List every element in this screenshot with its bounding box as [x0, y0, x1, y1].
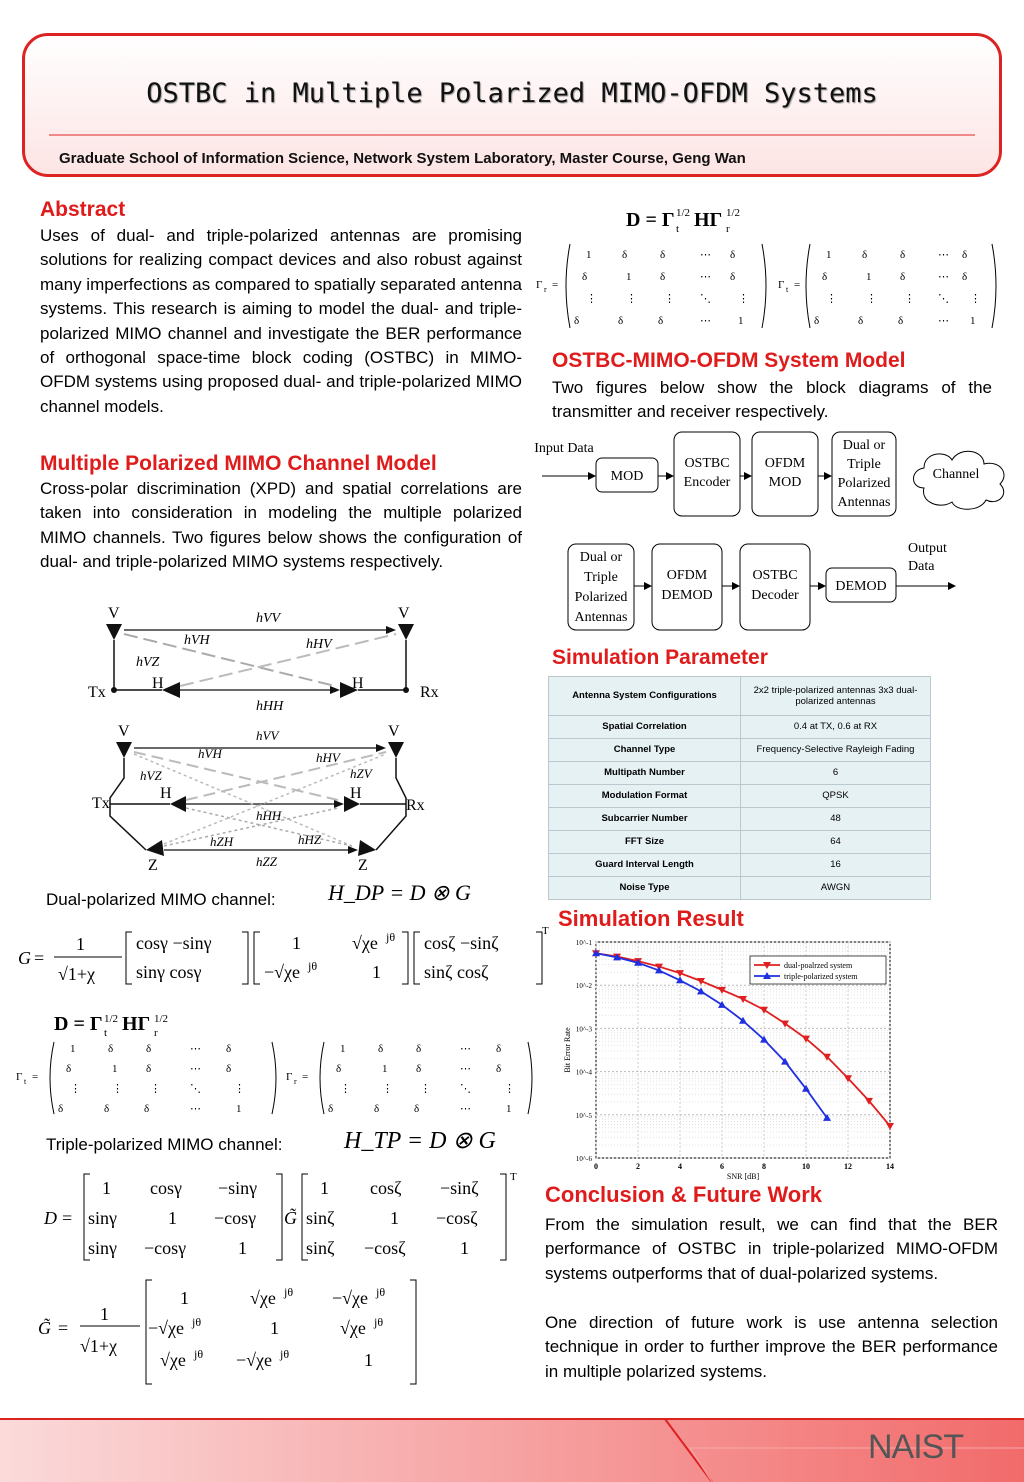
- triple-channel-label: Triple-polarized MIMO channel:: [46, 1135, 283, 1154]
- svg-text:−cosγ: −cosγ: [214, 1208, 257, 1228]
- hHH-label: hHH: [256, 699, 284, 714]
- svg-text:δ: δ: [730, 249, 736, 261]
- svg-text:⋮: ⋮: [420, 1083, 431, 1095]
- svg-text:⋯: ⋯: [700, 249, 711, 261]
- svg-text:cosγ: cosγ: [150, 1178, 182, 1198]
- svg-text:δ: δ: [618, 315, 624, 327]
- svg-text:−cosζ: −cosζ: [436, 1208, 478, 1228]
- svg-text:cosγ −sinγ: cosγ −sinγ: [136, 933, 212, 953]
- g-tilde-matrix-equation: [34, 1276, 434, 1388]
- svg-text:−√χe: −√χe: [148, 1318, 185, 1338]
- svg-text:−sinζ: −sinζ: [440, 1178, 479, 1198]
- svg-text:sinζ: sinζ: [306, 1208, 335, 1228]
- y-tick-label: 10^-5: [575, 1111, 592, 1120]
- svg-text:√χe: √χe: [352, 933, 378, 953]
- svg-text:1: 1: [292, 933, 301, 953]
- svg-text:jθ: jθ: [376, 1285, 386, 1299]
- svg-text:1: 1: [586, 249, 592, 261]
- svg-text:H: H: [350, 785, 362, 802]
- dual-channel-equation: H_DP = D ⊗ G: [328, 880, 471, 905]
- svg-text:t: t: [24, 1077, 27, 1086]
- svg-text:1/2: 1/2: [104, 1013, 119, 1025]
- svg-text:⋮: ⋮: [586, 293, 597, 305]
- svg-text:δ: δ: [730, 271, 736, 283]
- svg-text:HΓ: HΓ: [694, 209, 723, 231]
- poster-subtitle: Graduate School of Information Science, Network System Laboratory, Master Course, Geng Wan: [59, 150, 746, 167]
- svg-text:δ: δ: [226, 1043, 232, 1055]
- y-tick-label: 10^-2: [575, 982, 592, 991]
- svg-text:G: G: [18, 948, 31, 968]
- svg-text:r: r: [726, 223, 730, 235]
- svg-text:⋯: ⋯: [938, 315, 949, 327]
- svg-text:1: 1: [70, 1043, 76, 1055]
- y-tick-label: 10^-1: [575, 939, 592, 947]
- hVZ-label: hVZ: [136, 655, 160, 670]
- svg-text:⋮: ⋮: [112, 1083, 123, 1095]
- svg-text:1: 1: [826, 249, 832, 261]
- svg-text:1: 1: [364, 1350, 373, 1370]
- svg-text:sinζ: sinζ: [306, 1238, 335, 1258]
- svg-text:⋯: ⋯: [700, 271, 711, 283]
- svg-text:⋮: ⋮: [70, 1083, 81, 1095]
- svg-text:1: 1: [390, 1208, 399, 1228]
- x-tick-label: 0: [594, 1162, 598, 1171]
- svg-text:δ: δ: [900, 249, 906, 261]
- svg-text:hZV: hZV: [350, 766, 372, 781]
- svg-text:G̃: G̃: [284, 1208, 297, 1228]
- abstract-text: Uses of dual- and triple-polarized antennas are promising solutions for realizing compact devices and also robust against many imperfections as compared to spatially separated antenna systems. This research is aiming to model the dual- and triple-polarized MIMO channel and investigate the BER performance of orthogonal space-time block coding (OSTBC) in MIMO-OFDM systems using proposed dual- and triple-polarized MIMO channel models.: [40, 226, 522, 416]
- svg-text:δ: δ: [336, 1063, 342, 1075]
- svg-text:r: r: [154, 1027, 158, 1039]
- header-divider: [49, 134, 975, 136]
- svg-text:−√χe: −√χe: [264, 962, 301, 982]
- svg-text:δ: δ: [660, 249, 666, 261]
- table-row: Guard Interval Length 16: [549, 853, 931, 876]
- svg-text:δ: δ: [496, 1063, 502, 1075]
- svg-text:δ: δ: [146, 1043, 152, 1055]
- svg-text:⋮: ⋮: [504, 1083, 515, 1095]
- x-tick-label: 4: [678, 1162, 682, 1171]
- svg-text:hZH: hZH: [210, 834, 234, 849]
- table-row: Channel Type Frequency-Selective Rayleigh Fading: [549, 738, 931, 761]
- y-tick-label: 10^-3: [575, 1025, 592, 1034]
- svg-text:sinζ cosζ: sinζ cosζ: [424, 962, 489, 982]
- channel-label: Channel: [932, 467, 980, 482]
- triple-polarized-diagram: [80, 718, 460, 878]
- svg-text:G̃: G̃: [38, 1318, 51, 1338]
- x-axis-label: SNR [dB]: [726, 1172, 760, 1181]
- svg-text:δ: δ: [226, 1063, 232, 1075]
- svg-text:sinγ: sinγ: [88, 1238, 117, 1258]
- table-row: Modulation Format QPSK: [549, 784, 931, 807]
- svg-text:=: =: [62, 1208, 73, 1228]
- svg-text:⋱: ⋱: [938, 293, 949, 305]
- svg-text:⋯: ⋯: [938, 249, 949, 261]
- svg-text:Γ: Γ: [778, 279, 785, 291]
- svg-text:=: =: [58, 1318, 69, 1338]
- svg-text:⋯: ⋯: [460, 1043, 471, 1055]
- svg-text:jθ: jθ: [386, 930, 396, 944]
- svg-text:hVH: hVH: [198, 746, 222, 761]
- svg-text:δ: δ: [416, 1063, 422, 1075]
- svg-text:cosζ −sinζ: cosζ −sinζ: [424, 933, 499, 953]
- svg-text:⋮: ⋮: [664, 293, 675, 305]
- svg-text:⋱: ⋱: [460, 1083, 471, 1095]
- d-gamma-equation-right: [534, 200, 1004, 334]
- svg-text:⋯: ⋯: [190, 1043, 201, 1055]
- poster-header: [22, 33, 1002, 177]
- x-tick-label: 12: [844, 1162, 852, 1171]
- svg-text:hHZ: hHZ: [298, 832, 322, 847]
- svg-text:δ: δ: [374, 1103, 380, 1115]
- svg-text:δ: δ: [378, 1043, 384, 1055]
- svg-text:1: 1: [506, 1103, 512, 1115]
- svg-text:=: =: [34, 948, 45, 968]
- svg-text:1: 1: [626, 271, 632, 283]
- svg-text:⋮: ⋮: [826, 293, 837, 305]
- svg-text:√χe: √χe: [250, 1288, 276, 1308]
- x-tick-label: 14: [886, 1162, 894, 1171]
- svg-text:⋮: ⋮: [866, 293, 877, 305]
- svg-text:=: =: [794, 279, 801, 291]
- channel-model-text: Cross-polar discrimination (XPD) and spatial correlations are taken into consideration in modeling the multiple polarized MIMO channels. Two figures below shows the configuration of dual- and triple-polarized MIMO systems respectively.: [40, 479, 522, 572]
- svg-text:=: =: [32, 1071, 39, 1083]
- svg-text:jθ: jθ: [308, 959, 318, 973]
- svg-text:⋯: ⋯: [190, 1063, 201, 1075]
- svg-text:δ: δ: [660, 271, 666, 283]
- svg-text:δ: δ: [582, 271, 588, 283]
- svg-text:1/2: 1/2: [676, 207, 691, 219]
- svg-text:δ: δ: [58, 1103, 64, 1115]
- channel-model-heading: Multiple Polarized MIMO Channel Model: [40, 452, 437, 475]
- svg-text:δ: δ: [822, 271, 828, 283]
- receiver-block-diagram: Dual or Triple Polarized Antennas OFDM DEMOD OSTBC Decoder DEMOD Output Data: [540, 538, 1020, 634]
- svg-text:⋮: ⋮: [626, 293, 637, 305]
- conclusion-text-2: One direction of future work is use antenna selection technique in order to further improve the BER performance in multiple polarized systems.: [545, 1313, 998, 1381]
- rx-label: Rx: [420, 684, 439, 701]
- svg-text:−sinγ: −sinγ: [218, 1178, 258, 1198]
- svg-text:⋯: ⋯: [460, 1103, 471, 1115]
- svg-text:δ: δ: [496, 1043, 502, 1055]
- svg-text:D = Γ: D = Γ: [626, 209, 675, 231]
- rx-v-label: V: [398, 605, 410, 622]
- hVH-label: hVH: [184, 633, 210, 648]
- svg-text:−cosγ: −cosγ: [144, 1238, 187, 1258]
- ber-chart: [560, 936, 900, 1184]
- conclusion-text-1: From the simulation result, we can find that the BER performance of OSTBC in triple-polarized MIMO-OFDM systems outperforms that of dual-polarized systems.: [545, 1215, 998, 1283]
- svg-text:=: =: [302, 1071, 309, 1083]
- legend-label: dual-poalrzed system: [784, 961, 853, 970]
- svg-text:1: 1: [236, 1103, 242, 1115]
- svg-text:V: V: [118, 723, 130, 740]
- svg-text:δ: δ: [414, 1103, 420, 1115]
- svg-text:δ: δ: [146, 1063, 152, 1075]
- svg-text:⋱: ⋱: [700, 293, 711, 305]
- svg-text:hHH: hHH: [256, 808, 282, 823]
- transmitter-block-diagram: Input Data MOD OSTBC Encoder OFDM MOD Dual or Triple Polarized Antennas Channel: [540, 428, 1020, 524]
- svg-text:δ: δ: [814, 315, 820, 327]
- svg-text:⋮: ⋮: [234, 1083, 245, 1095]
- dual-polarized-diagram: [80, 600, 460, 720]
- poster-title: OSTBC in Multiple Polarized MIMO-OFDM Systems: [146, 78, 878, 109]
- rx-v-antenna: [398, 624, 414, 640]
- svg-text:1: 1: [382, 1063, 388, 1075]
- svg-text:V: V: [388, 723, 400, 740]
- table-row: Subcarrier Number 48: [549, 807, 931, 830]
- x-tick-label: 8: [762, 1162, 766, 1171]
- svg-text:√1+χ: √1+χ: [80, 1336, 118, 1356]
- svg-text:⋮: ⋮: [382, 1083, 393, 1095]
- table-row: Noise Type AWGN: [549, 876, 931, 899]
- hVV-label: hVV: [256, 611, 281, 626]
- svg-text:1: 1: [100, 1304, 109, 1324]
- svg-text:jθ: jθ: [374, 1315, 384, 1329]
- mod-label: MOD: [610, 469, 644, 484]
- svg-text:δ: δ: [962, 271, 968, 283]
- tx-v-antenna: [106, 624, 122, 640]
- conclusion-heading: Conclusion & Future Work: [545, 1182, 823, 1207]
- svg-text:Z: Z: [358, 857, 368, 874]
- svg-text:⋯: ⋯: [700, 315, 711, 327]
- svg-text:hVV: hVV: [256, 728, 279, 743]
- svg-text:HΓ: HΓ: [122, 1013, 151, 1035]
- svg-text:jθ: jθ: [192, 1315, 202, 1329]
- svg-text:⋯: ⋯: [938, 271, 949, 283]
- svg-text:δ: δ: [144, 1103, 150, 1115]
- x-tick-label: 6: [720, 1162, 724, 1171]
- svg-text:1/2: 1/2: [154, 1013, 169, 1025]
- svg-text:1/2: 1/2: [726, 207, 741, 219]
- svg-text:1: 1: [866, 271, 872, 283]
- y-tick-label: 10^-6: [575, 1155, 592, 1163]
- svg-text:T: T: [510, 1171, 517, 1183]
- input-data-label: Input Data: [534, 441, 594, 456]
- svg-text:1: 1: [238, 1238, 247, 1258]
- svg-text:⋱: ⋱: [190, 1083, 201, 1095]
- svg-text:1: 1: [970, 315, 976, 327]
- svg-text:δ: δ: [658, 315, 664, 327]
- svg-text:Γ: Γ: [286, 1071, 293, 1083]
- svg-text:δ: δ: [328, 1103, 334, 1115]
- tx-v-label: V: [108, 605, 120, 622]
- svg-text:Tx: Tx: [92, 795, 110, 812]
- svg-text:D: D: [44, 1208, 57, 1228]
- table-row: Antenna System Configurations 2x2 triple-polarized antennas 3x3 dual-polarized antennas: [549, 677, 931, 716]
- svg-text:δ: δ: [900, 271, 906, 283]
- svg-text:r: r: [294, 1077, 297, 1086]
- svg-text:δ: δ: [622, 249, 628, 261]
- tx-h-antenna: [162, 682, 180, 698]
- demod-label: DEMOD: [835, 579, 887, 594]
- svg-text:H: H: [160, 785, 172, 802]
- svg-text:1: 1: [738, 315, 744, 327]
- svg-text:√1+χ: √1+χ: [58, 964, 96, 984]
- svg-text:δ: δ: [104, 1103, 110, 1115]
- svg-text:Rx: Rx: [406, 797, 425, 814]
- svg-text:δ: δ: [108, 1043, 114, 1055]
- triple-channel-equation: H_TP = D ⊗ G: [344, 1128, 496, 1154]
- svg-text:=: =: [552, 279, 559, 291]
- svg-text:1: 1: [102, 1178, 111, 1198]
- svg-text:Z: Z: [148, 857, 158, 874]
- svg-text:⋮: ⋮: [970, 293, 981, 305]
- svg-text:jθ: jθ: [284, 1285, 294, 1299]
- svg-text:t: t: [104, 1027, 108, 1039]
- y-tick-label: 10^-4: [575, 1068, 592, 1077]
- svg-text:δ: δ: [962, 249, 968, 261]
- svg-text:cosζ: cosζ: [370, 1178, 402, 1198]
- svg-text:Γ: Γ: [16, 1071, 23, 1083]
- svg-text:hHV: hHV: [316, 750, 340, 765]
- svg-text:⋯: ⋯: [460, 1063, 471, 1075]
- svg-text:hZZ: hZZ: [256, 854, 277, 869]
- svg-text:δ: δ: [66, 1063, 72, 1075]
- svg-text:1: 1: [180, 1288, 189, 1308]
- svg-text:t: t: [786, 285, 789, 294]
- svg-text:sinγ cosγ: sinγ cosγ: [136, 962, 202, 982]
- svg-text:Γ: Γ: [536, 279, 543, 291]
- sim-param-heading: Simulation Parameter: [552, 646, 768, 669]
- rx-h-label: H: [352, 675, 364, 692]
- svg-text:√χe: √χe: [160, 1350, 186, 1370]
- svg-text:1: 1: [320, 1178, 329, 1198]
- svg-text:1: 1: [460, 1238, 469, 1258]
- svg-text:δ: δ: [574, 315, 580, 327]
- svg-text:1: 1: [76, 934, 85, 954]
- svg-text:⋮: ⋮: [904, 293, 915, 305]
- svg-text:1: 1: [270, 1318, 279, 1338]
- abstract-heading: Abstract: [40, 198, 126, 221]
- svg-text:jθ: jθ: [280, 1347, 290, 1361]
- svg-text:1: 1: [168, 1208, 177, 1228]
- svg-text:D = Γ: D = Γ: [54, 1013, 103, 1035]
- system-model-text: Two figures below show the block diagrams of the transmitter and receiver respectively.: [552, 378, 992, 422]
- tx-h-label: H: [152, 675, 164, 692]
- legend-label: triple-polarized system: [784, 972, 858, 981]
- naist-logo: NAIST: [868, 1428, 964, 1466]
- svg-text:hVZ: hVZ: [140, 768, 162, 783]
- svg-text:δ: δ: [862, 249, 868, 261]
- x-tick-label: 2: [636, 1162, 640, 1171]
- svg-text:r: r: [544, 285, 547, 294]
- system-model-heading: OSTBC-MIMO-OFDM System Model: [552, 349, 906, 372]
- table-row: FFT Size 64: [549, 830, 931, 853]
- svg-text:⋮: ⋮: [738, 293, 749, 305]
- svg-text:δ: δ: [898, 315, 904, 327]
- svg-text:1: 1: [372, 962, 381, 982]
- svg-text:−cosζ: −cosζ: [364, 1238, 406, 1258]
- svg-text:⋮: ⋮: [150, 1083, 161, 1095]
- svg-text:δ: δ: [416, 1043, 422, 1055]
- svg-text:sinγ: sinγ: [88, 1208, 117, 1228]
- table-row: Multipath Number 6: [549, 761, 931, 784]
- x-tick-label: 10: [802, 1162, 810, 1171]
- y-axis-label: Bit Error Rate: [563, 1027, 572, 1073]
- d-matrix-equation: [40, 1168, 530, 1268]
- svg-text:−√χe: −√χe: [332, 1288, 369, 1308]
- sim-result-heading: Simulation Result: [558, 906, 744, 931]
- d-gamma-equation-left: [14, 1008, 534, 1120]
- dual-channel-label: Dual-polarized MIMO channel:: [46, 890, 276, 909]
- svg-text:t: t: [676, 223, 680, 235]
- svg-text:⋮: ⋮: [340, 1083, 351, 1095]
- tx-label: Tx: [88, 684, 106, 701]
- svg-text:1: 1: [112, 1063, 118, 1075]
- hHV-label: hHV: [306, 637, 332, 652]
- svg-text:⋯: ⋯: [190, 1103, 201, 1115]
- svg-text:jθ: jθ: [194, 1347, 204, 1361]
- g-matrix-equation: [14, 924, 549, 994]
- svg-text:T: T: [542, 925, 549, 937]
- svg-text:δ: δ: [858, 315, 864, 327]
- svg-text:−√χe: −√χe: [236, 1350, 273, 1370]
- sim-param-table: [548, 676, 931, 900]
- svg-text:√χe: √χe: [340, 1318, 366, 1338]
- svg-text:1: 1: [340, 1043, 346, 1055]
- table-row: Spatial Correlation 0.4 at TX, 0.6 at RX: [549, 715, 931, 738]
